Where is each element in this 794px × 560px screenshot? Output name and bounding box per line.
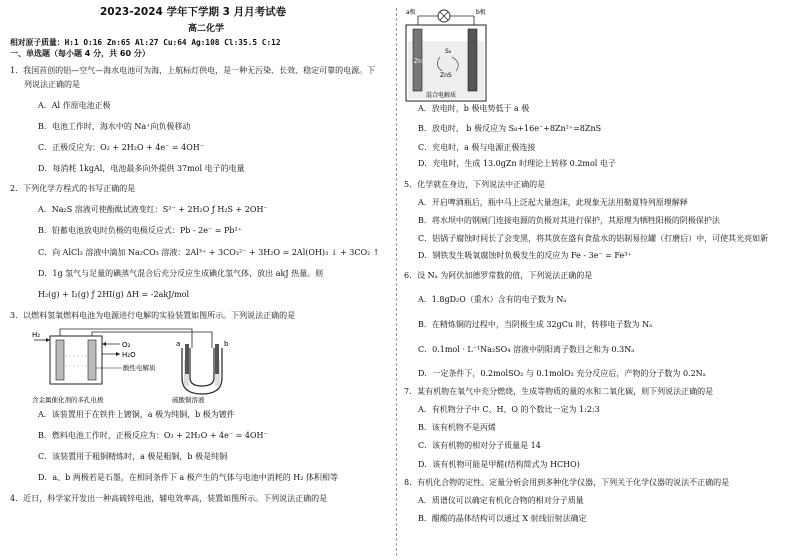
q7-option-c: C．该有机物的相对分子质量是 14 [418, 441, 541, 450]
q4-battery-figure [404, 5, 514, 105]
q8-option-b: B．醋酸的晶体结构可以通过 X 射线衍射法确定 [418, 514, 587, 523]
q3-option-b: B．燃料电池工作时，正极反应为：O₂ + 2H₂O + 4e⁻ = 4OH⁻ [38, 431, 268, 440]
q2-option-a: A．Na₂S 溶液可使酚酞试液变红：S²⁻ + 2H₂O ƒ H₂S + 2OH⁻ [38, 205, 268, 214]
q8-option-a: A．质谱仪可以确定有机化合物的相对分子质量 [418, 496, 584, 505]
section-heading: 一、单选题（每小题 4 分，共 60 分） [10, 49, 150, 58]
exam-subtitle: 高二化学 [188, 24, 225, 34]
label-b: b [224, 340, 229, 348]
q8-stem: 8．有机化合物的定性、定量分析会用到多种化学仪器，下列关于化学仪器的说法不正确的是 [404, 478, 730, 487]
q7-option-a: A．有机物分子中 C、H、O 的个数比一定为 1:2:3 [418, 405, 600, 414]
q4-option-d: D．充电时，生成 13.0gZn 时理论上转移 0.2mol 电子 [418, 159, 616, 168]
q3-option-a: A．该装置用于在铁件上镀铜，a 极为纯铜，b 极为镀件 [38, 410, 235, 419]
right-column [404, 0, 784, 560]
label-zns: ZnS [440, 72, 452, 79]
label-h2o: H₂O [122, 351, 136, 359]
label-h2: H₂ [32, 331, 41, 339]
q4-option-b: B．放电时， b 极反应为 S₈+16e⁻+8Zn²⁺=8ZnS [418, 124, 602, 133]
label-s8: S₈ [445, 48, 452, 55]
electrode-b [215, 344, 219, 374]
column-divider [396, 8, 397, 556]
q1-option-b: B．电池工作时，海水中的 Na⁺向负极移动 [38, 122, 191, 131]
q2-option-d-2: H₂(g) + I₂(g) ƒ 2HI(g) ΔH = -2akJ/mol [38, 290, 190, 299]
caption-porous-electrode: 含金属催化剂的多孔电极 [32, 396, 104, 404]
label-zn: Zn [414, 58, 422, 65]
q6-option-c: C．0.1mol · L⁻¹Na₂SO₄ 溶液中阴阳离子数目之和为 0.3Nₐ [418, 345, 635, 354]
q7-option-b: B．该有机物不是丙烯 [418, 423, 496, 432]
label-b-pole: b极 [476, 9, 486, 16]
electrode-a [185, 344, 189, 374]
wire-b [92, 332, 212, 348]
atomic-masses: 相对原子质量：H:1 O:16 Zn:65 Al:27 Cu:64 Ag:108 Cl:35.5 C:12 [10, 38, 281, 47]
q7-option-d: D．该有机物可能是甲醛(结构简式为 HCHO) [418, 460, 580, 469]
q1-stem-1: 1．我国首创的铝—空气—海水电池可为海，上航标灯供电，是一种无污染、长效、稳定可靠的电源。下 [10, 66, 376, 75]
q7-stem: 7．某有机物在氧气中充分燃烧，生成等物质的量的水和二氧化碳，则下列说法正确的是 [404, 387, 714, 396]
q4-option-a: A．放电时，b 极电势低于 a 极 [418, 104, 530, 113]
q2-option-c: C．向 AlCl₃ 溶液中滴加 Na₂CO₃ 溶液：2Al³⁺ + 3CO₃²⁻ + 3H₂O = 2Al(OH)₃ ↓ + 3CO₂ ↑ [38, 248, 380, 257]
q6-option-d: D．一定条件下，0.2molSO₂ 与 0.1molO₂ 充分反应后，产物的分子数为 0.2Nₐ [418, 369, 706, 378]
caption-cuso4: 硫酸铜溶液 [172, 396, 205, 404]
q5-option-c: C．铝锅子腐蚀时间长了会变黑，将其放在盛有食盐水的铝制易拉罐（打磨后）中，可使其光亮如新 [418, 234, 769, 243]
q6-option-b: B．在精炼铜的过程中，当阴极生成 32gCu 时，转移电子数为 Nₐ [418, 320, 653, 329]
left-column [10, 0, 390, 560]
label-acidic-electrolyte: 酸性电解质 [123, 364, 156, 372]
label-mixed-electrolyte: 混合电解质 [426, 92, 457, 99]
q2-stem: 2．下列化学方程式的书写正确的是 [10, 184, 136, 193]
q3-apparatus-figure [32, 326, 232, 404]
q2-option-d-1: D．1g 氢气与足量的碘蒸气混合后充分反应生成碘化氢气体，放出 akJ 热量。则 [38, 269, 324, 278]
label-a-pole: a极 [406, 9, 416, 16]
porous-electrode-left [56, 340, 64, 380]
q5-option-d: D．钢铁发生吸氧腐蚀时负极发生的反应为 Fe - 3e⁻ = Fe³⁺ [418, 251, 632, 260]
q5-option-b: B．将水坝中的钢闸门连接电源的负极对其进行保护，其原理为牺牲阳极的阴极保护法 [418, 216, 720, 225]
label-o2: O₂ [122, 341, 131, 349]
s8-electrode [468, 29, 477, 91]
q5-option-a: A．开启啤酒瓶后，瓶中马上泛起大量泡沫，此现象无法用勒夏特列原理解释 [418, 198, 688, 207]
q1-option-a: A．Al 作原电池正极 [38, 101, 111, 110]
q3-stem: 3．以燃料氢氧燃料电池为电源进行电解的实验装置如图所示。下列说法正确的是 [10, 311, 296, 320]
q2-option-b: B．铅蓄电池放电时负极的电极反应式：Pb - 2e⁻ = Pb²⁺ [38, 226, 242, 235]
q3-option-c: C．该装置用于粗铜精炼时，a 极是粗铜，b 极是纯铜 [38, 452, 228, 461]
exam-title: 2023-2024 学年下学期 3 月月考试卷 [100, 6, 287, 18]
label-a: a [176, 340, 181, 348]
q6-option-a: A．1.8gD₂O（重水）含有的电子数为 Nₐ [418, 295, 567, 304]
q3-option-d: D．a、b 两极若是石墨，在相同条件下 a 极产生的气体与电池中消耗的 H₂ 体积相等 [38, 473, 338, 482]
q4-stem: 4．近日，科学家开发出一种高硫锌电池，辅电效率高，装置如图所示。下列说法正确的是 [10, 494, 328, 503]
q1-option-c: C．正极反应为：O₂ + 2H₂O + 4e⁻ = 4OH⁻ [38, 143, 204, 152]
porous-electrode-right [88, 340, 96, 380]
q6-stem: 6．设 Nₐ 为阿伏加德罗常数的值，下列说法正确的是 [404, 271, 593, 280]
q4-option-c: C．充电时，a 极与电源正极连接 [418, 143, 536, 152]
q5-stem: 5．化学就在身边，下列说法中正确的是 [404, 180, 546, 189]
q1-option-d: D．每消耗 1kgAl，电池最多向外提供 37mol 电子的电量 [38, 164, 245, 173]
q1-stem-2: 列说法正确的是 [24, 80, 80, 89]
